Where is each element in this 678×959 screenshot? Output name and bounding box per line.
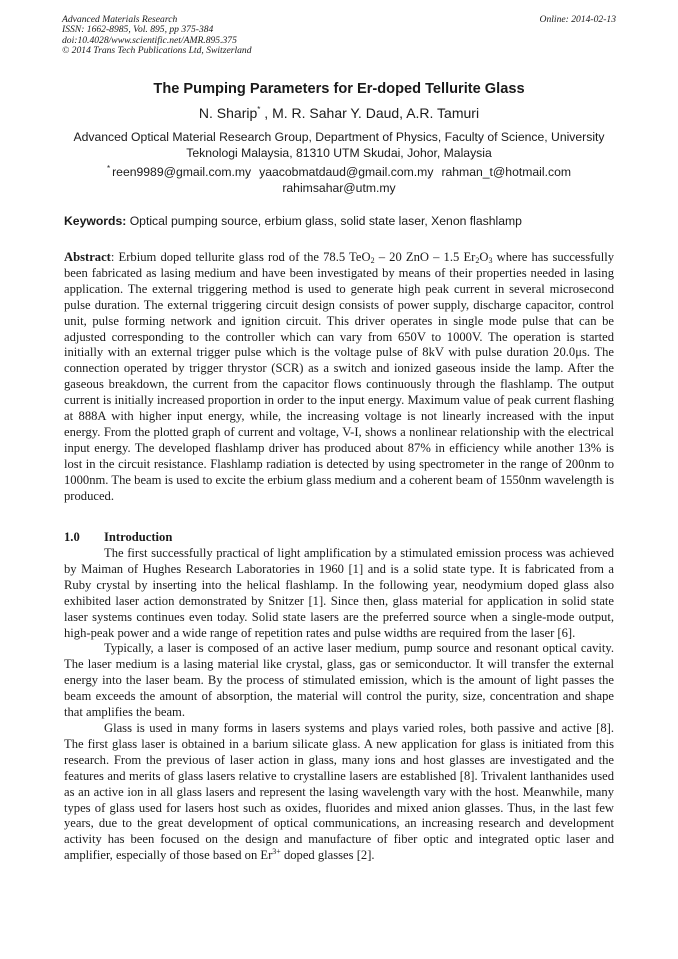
other-authors: , M. R. Sahar Y. Daud, A.R. Tamuri (260, 105, 480, 121)
email-daud[interactable]: yaacobmatdaud@gmail.com.my (259, 165, 434, 179)
subscript: 2 (370, 256, 375, 265)
abstract-text: where has successfully been fabricated as lasing medium and have been investigated by means of their properties needed in lasing application. The external triggering method is used to generate high peak current in several microsecond pulse duration. The external triggering circuit design consists of power supply, discharge capacitor, control unit, pulse forming network and ignition circuit. This driver operates in single mode pulse that can be adjusted corresponding to the controller which can vary from 650V to 1000V. The operation is started initially with an external trigger pulse which is the voltage pulse of 8kV with pulse duration 20.0μs. The connection operated by trigger thrystor (SCR) as a switch and ionized gaseous inside the lamp. After the gaseous breakdown, the current from the capacitor flows continuously through the flashlamp. The output current is initially increased proportion in order to the input energy. Maximum value of peak current flashing at 888A with higher input energy, while, the increasing voltage is not linearly increased with the input energy. From the plotted graph of current and voltage, V-I, shows a nonlinear relationship with the electrical input energy. The developed flashlamp driver has produced about 87% in efficiency while another 13% is lost in the circuit resistance. Flashlamp radiation is detected by using spectrometer in the range of 200nm to 1000nm. The beam is used to excite the erbium glass medium and a coherent beam of 1550nm wavelength is produced. (64, 250, 614, 503)
author-emails (40, 165, 638, 196)
citation-block (62, 15, 616, 57)
paragraph: Typically, a laser is composed of an active laser medium, pump source and resonant optical cavity. The laser medium is a lasing material like crystal, glass, gas or semiconductor. It will transfer the external energy into the laser beam. By the process of stimulated emission, which is the amount of light passes the beam exceeds the amount of absorption, the material will control the purity, size, concentration and shape that amplifies the beam. (64, 641, 614, 720)
corresponding-mark: * (257, 105, 261, 114)
abstract-text: – 20 ZnO – 1.5 Er (374, 250, 476, 264)
affiliation-line-1: Advanced Optical Material Research Group, Department of Physics, Faculty of Science, University (73, 130, 605, 144)
paper-title: The Pumping Parameters for Er-doped Tellurite Glass (153, 81, 525, 97)
keywords (64, 214, 618, 229)
journal-name: Advanced Materials Research (62, 14, 178, 25)
abstract-text: : Erbium doped tellurite glass rod of the 78.5 TeO (110, 250, 371, 264)
email-line-2 (40, 181, 638, 197)
doi-line[interactable]: doi:10.4028/www.scientific.net/AMR.895.375 (62, 34, 237, 46)
subscript: 2 (475, 256, 480, 265)
section-title: Introduction (104, 530, 173, 544)
paragraph: The first successfully practical of light amplification by a stimulated emission process was achieved by Maiman of Hughes Research Laboratories in 1960 [1] and is a solid state type. It is fabricated from a Ruby crystal by inserting into the helical flashlamp. In the following year, neodymium doped glass also exhibited laser action demonstrated by Snitzer [1]. Since then, glass material for application in solid state laser systems continues even today. Solid state lasers are the preferred source when a single-mode output, high-peak power and a wide range of repetition rates and pulse widths are required from the laser [6]. (64, 546, 614, 640)
email-sharip[interactable]: reen9989@gmail.com.my (112, 165, 252, 179)
affiliation-line-2: Teknologi Malaysia, 81310 UTM Skudai, Johor, Malaysia (186, 146, 492, 160)
affiliation (40, 129, 638, 161)
first-author: N. Sharip (198, 105, 258, 121)
copyright-line: © 2014 Trans Tech Publications Ltd, Switzerland (62, 45, 252, 57)
email-sahar[interactable]: rahimsahar@utm.my (282, 180, 396, 195)
paragraph (64, 721, 614, 864)
paragraph-text: doped glasses [2]. (280, 848, 375, 863)
abstract-text: O (479, 250, 489, 264)
keywords-label: Keywords: (64, 214, 127, 228)
paragraph-text: Glass is used in many forms in lasers systems and plays varied roles, both passive and active [8]. The first glass laser is obtained in a barium silicate glass. A new application for glass is initiated from this research. From the previous of laser action in glass, many ions and host glasses are investigated and the features and merits of glass lasers relative to crystalline lasers are established [8]. Trivalent lanthanides used as an active ion in all glass lasers and represent the lasing wavelength vary with the host. Meanwhile, many types of glass used for lasers host such as oxides, fluorides and mixed anion glasses. Thus, in the last few years, due to the great development of optical communications, an increasing research and development activity has been focused on the design and manufacture of fiber optic and integrated optic laser and amplifier, especially of those based on Er (64, 720, 614, 863)
introduction-body (64, 546, 614, 864)
journal-header (62, 15, 616, 57)
issn-line: ISSN: 1662-8985, Vol. 895, pp 375-384 (62, 24, 214, 36)
email-tamuri[interactable]: rahman_t@hotmail.com (441, 165, 571, 179)
author-line (0, 104, 678, 122)
email-mark: * (106, 164, 111, 173)
email-line-1 (40, 165, 638, 181)
keywords-text: Optical pumping source, erbium glass, solid state laser, Xenon flashlamp (126, 214, 522, 228)
abstract (64, 250, 614, 505)
section-number: 1.0 (64, 530, 80, 544)
subscript: 3 (488, 256, 493, 265)
abstract-label: Abstract (64, 250, 111, 264)
online-date: Online: 2014-02-13 (539, 14, 616, 25)
superscript: 3+ (272, 847, 281, 857)
section-heading-introduction (64, 530, 172, 545)
